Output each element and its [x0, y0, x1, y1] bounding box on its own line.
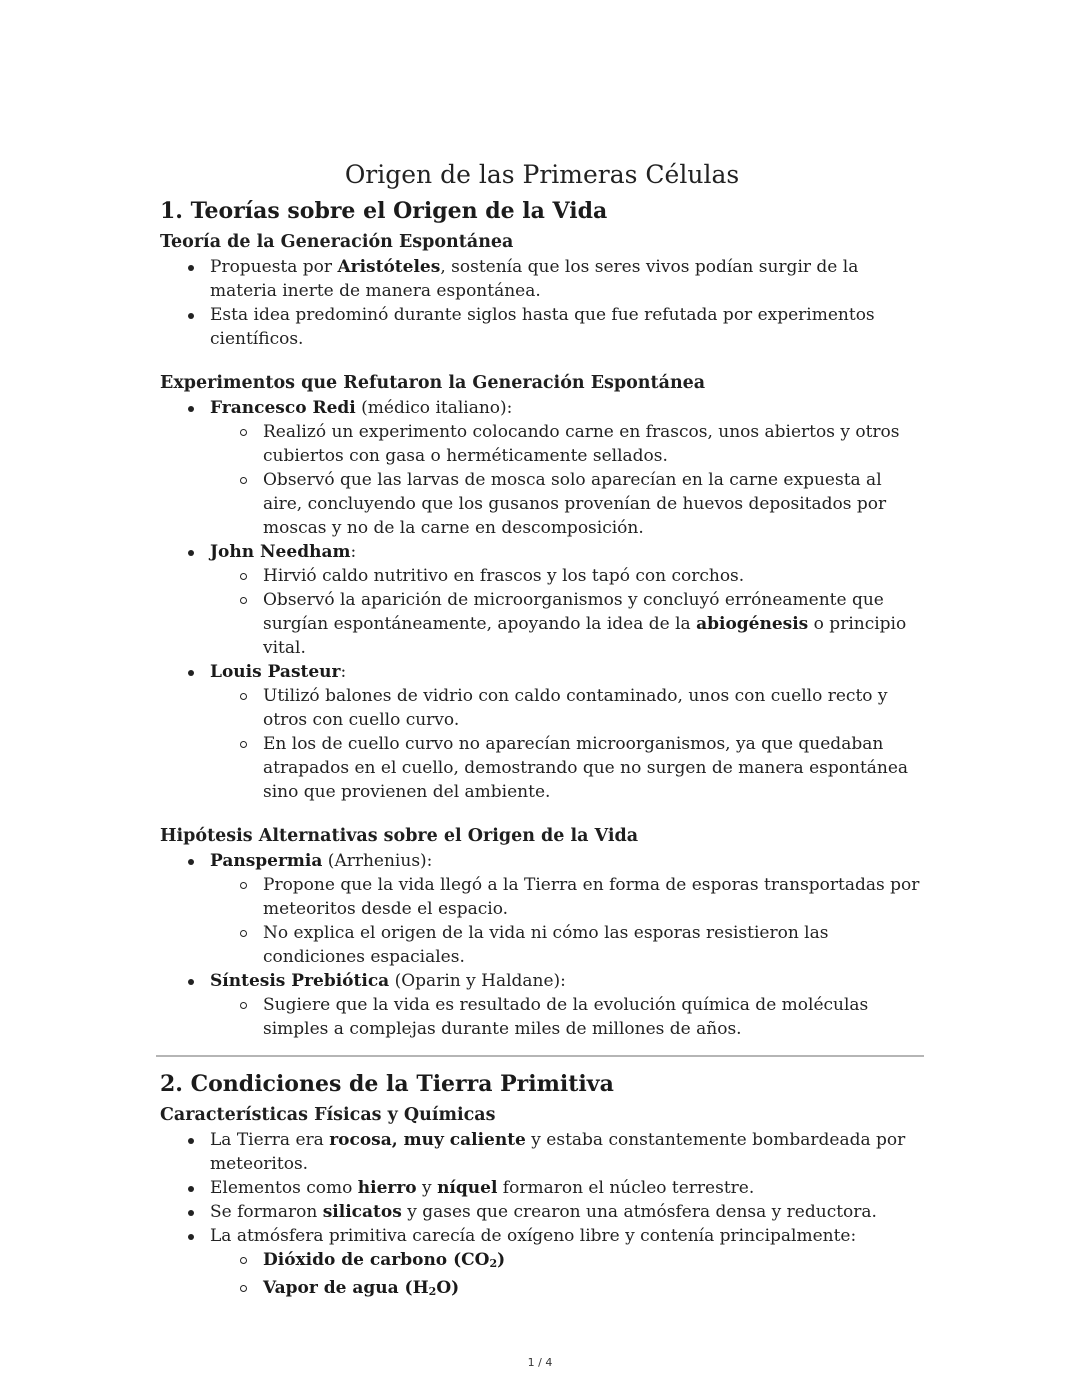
- list-item: Dióxido de carbono $(CO_2)$: [210, 1248, 924, 1276]
- spontaneous-generation-heading: Teoría de la Generación Espontánea: [160, 232, 514, 252]
- list-item: Hirvió caldo nutritivo en frascos y los tapó con corchos.: [210, 564, 924, 588]
- hypotheses-list: [160, 849, 924, 1041]
- characteristics-list: [160, 1128, 924, 1304]
- list-item: Propone que la vida llegó a la Tierra en forma de esporas transportadas por meteoritos desde el espacio.: [210, 873, 924, 921]
- list-item: Sugiere que la vida es resultado de la evolución química de moléculas simples a complejas durante miles de millones de años.: [210, 993, 924, 1041]
- experiments-heading: Experimentos que Refutaron la Generación Espontánea: [160, 373, 706, 393]
- list-item-pasteur: Louis Pasteur: Utilizó balones de vidrio con caldo contaminado, unos con cuello recto y otros con cuello curvo. En los de cuello curvo no aparecían microorganismos, ya que quedaban atrapados en el cuello, demostrando que no surgen de manera espontánea sino que provienen del ambiente.: [160, 660, 924, 804]
- list-item: Elementos como hierro y níquel formaron el núcleo terrestre.: [160, 1176, 924, 1200]
- list-item: Se formaron silicatos y gases que crearon una atmósfera densa y reductora.: [160, 1200, 924, 1224]
- list-item: La Tierra era rocosa, muy caliente y estaba constantemente bombardeada por meteoritos.: [160, 1128, 924, 1176]
- list-item-panspermia: Panspermia (Arrhenius): Propone que la vida llegó a la Tierra en forma de esporas transportadas por meteoritos desde el espacio. No explica el origen de la vida ni cómo las esporas resistieron las condiciones espaciales.: [160, 849, 924, 969]
- list-item: Vapor de agua $(H_2O)$: [210, 1276, 924, 1304]
- list-item-synthesis: Síntesis Prebiótica (Oparin y Haldane): Sugiere que la vida es resultado de la evolución química de moléculas simples a complejas durante miles de millones de años.: [160, 969, 924, 1041]
- gases-sublist: [210, 1248, 924, 1304]
- list-item: La atmósfera primitiva carecía de oxígeno libre y contenía principalmente: Dióxido de carbono $(CO_2)$ Vapor de agua $(H_2O)$: [160, 1224, 924, 1304]
- characteristics-heading: Características Físicas y Químicas: [160, 1105, 496, 1125]
- list-item-redi: Francesco Redi (médico italiano): Realizó un experimento colocando carne en frascos, unos abiertos y otros cubiertos con gasa o herméticamente sellados. Observó que las larvas de mosca solo aparecían en la carne expuesta al aire, concluyendo que los gusanos provenían de huevos depositados por moscas y no de la carne en descomposición.: [160, 396, 924, 540]
- pasteur-sublist: [210, 684, 924, 804]
- section-2-heading: 2. Condiciones de la Tierra Primitiva: [160, 1071, 614, 1097]
- list-item: Observó que las larvas de mosca solo aparecían en la carne expuesta al aire, concluyendo que los gusanos provenían de huevos depositados por moscas y no de la carne en descomposición.: [210, 468, 924, 540]
- panspermia-sublist: [210, 873, 924, 969]
- list-item: En los de cuello curvo no aparecían microorganismos, ya que quedaban atrapados en el cuello, demostrando que no surgen de manera espontánea sino que provienen del ambiente.: [210, 732, 924, 804]
- experiments-list: [160, 396, 924, 804]
- section-divider: [156, 1055, 924, 1057]
- spontaneous-generation-list: [160, 255, 924, 351]
- list-item-needham: John Needham: Hirvió caldo nutritivo en frascos y los tapó con corchos. Observó la aparición de microorganismos y concluyó erróneamente que surgían espontáneamente, apoyando la idea de la abiogénesis o principio vital.: [160, 540, 924, 660]
- list-item: Esta idea predominó durante siglos hasta que fue refutada por experimentos científicos.: [160, 303, 924, 351]
- document-page: [160, 158, 924, 1304]
- synthesis-sublist: [210, 993, 924, 1041]
- list-item: Utilizó balones de vidrio con caldo contaminado, unos con cuello recto y otros con cuello curvo.: [210, 684, 924, 732]
- hypotheses-heading: Hipótesis Alternativas sobre el Origen de la Vida: [160, 826, 639, 846]
- page-title: Origen de las Primeras Células: [344, 160, 740, 189]
- needham-sublist: [210, 564, 924, 660]
- redi-sublist: [210, 420, 924, 540]
- list-item: Realizó un experimento colocando carne en frascos, unos abiertos y otros cubiertos con gasa o herméticamente sellados.: [210, 420, 924, 468]
- page-number: 1 / 4: [527, 1356, 553, 1369]
- list-item: No explica el origen de la vida ni cómo las esporas resistieron las condiciones espaciales.: [210, 921, 924, 969]
- section-1-heading: 1. Teorías sobre el Origen de la Vida: [160, 198, 608, 224]
- list-item: Propuesta por Aristóteles, sostenía que los seres vivos podían surgir de la materia inerte de manera espontánea.: [160, 255, 924, 303]
- list-item: Observó la aparición de microorganismos y concluyó erróneamente que surgían espontáneamente, apoyando la idea de la abiogénesis o principio vital.: [210, 588, 924, 660]
